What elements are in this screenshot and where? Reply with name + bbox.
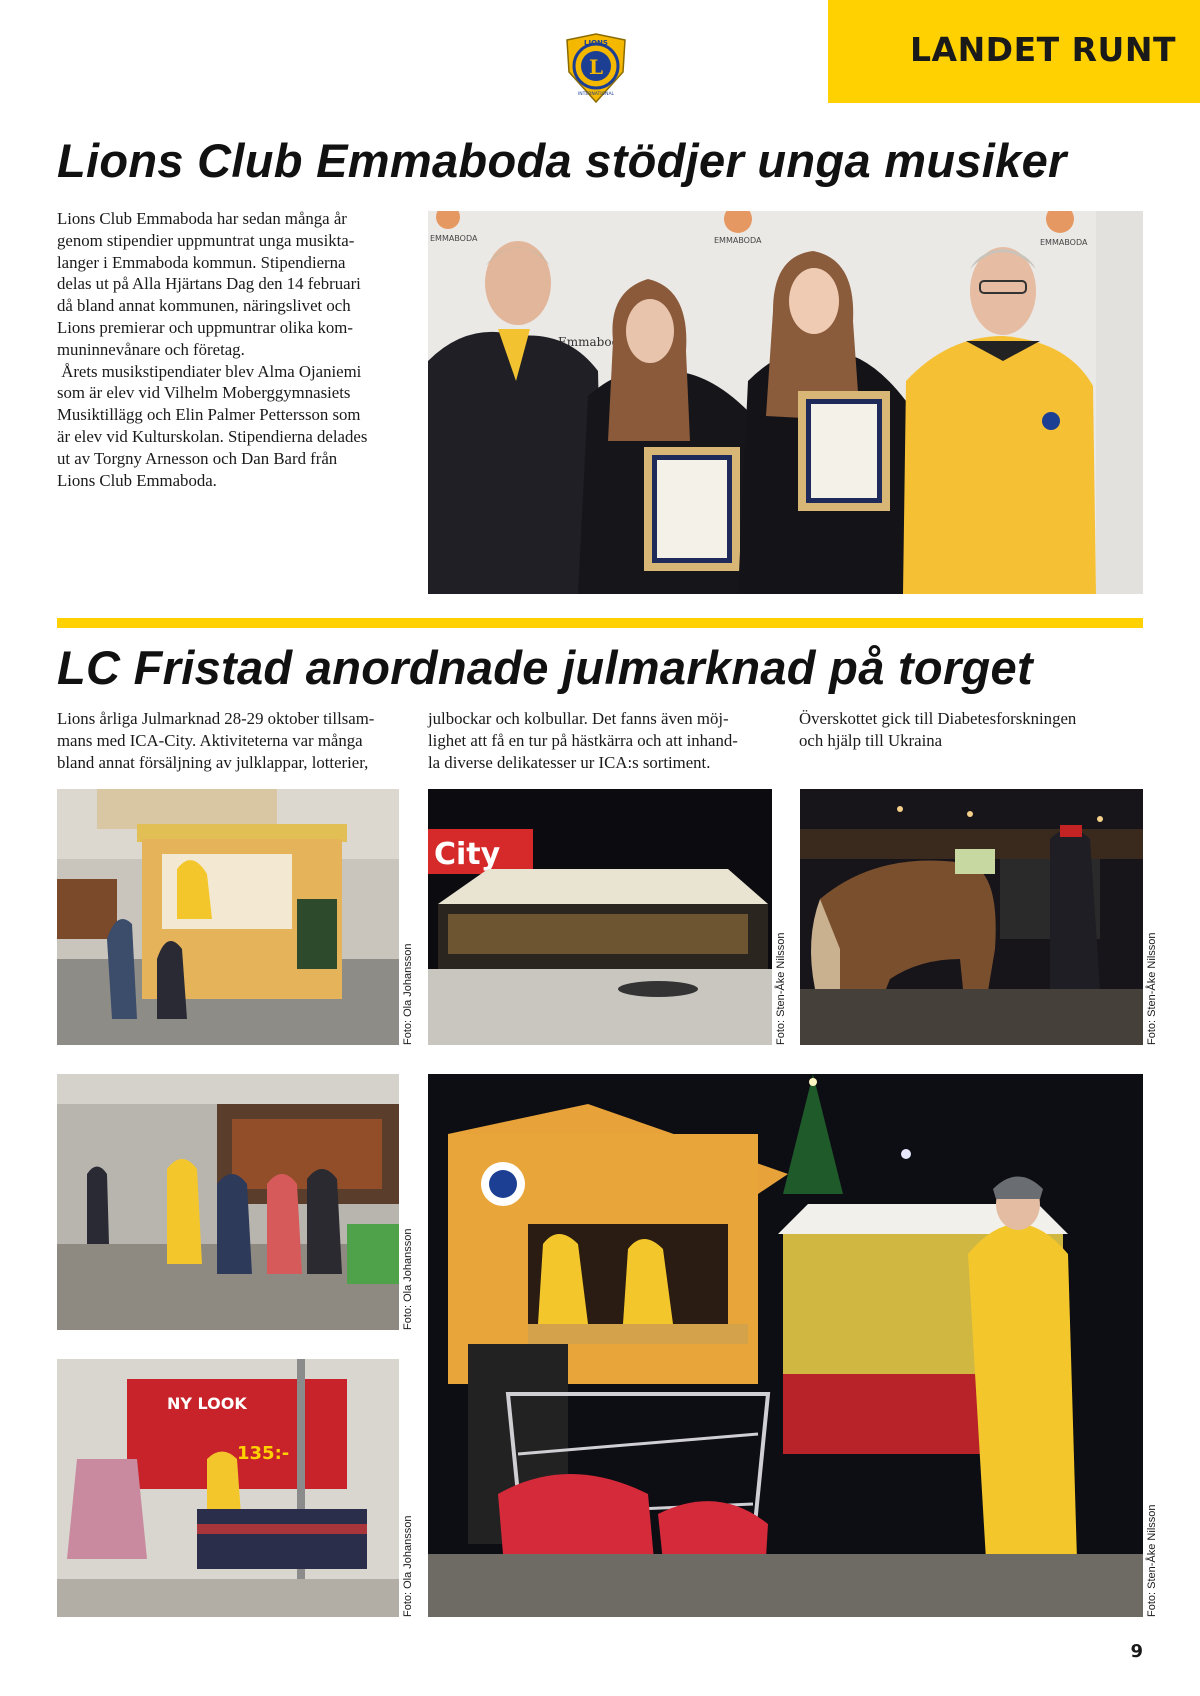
price-sign: 135:- <box>237 1443 290 1464</box>
article2-line: och hjälp till Ukraina <box>799 730 943 750</box>
photo-credit: Foto: Sten-Åke Nilsson <box>775 932 787 1045</box>
article1-line: delas ut på Alla Hjärtans Dag den 14 februari <box>57 274 361 294</box>
photo-credit: Foto: Sten-Åke Nilsson <box>1146 932 1158 1045</box>
article1-line: Lions premierar och uppmuntrar olika kom- <box>57 317 353 337</box>
article2-col1 <box>57 708 402 773</box>
lions-booth-night-photo <box>428 1074 1143 1617</box>
article2-line: lighet att få en tur på hästkärra och att inhand- <box>428 730 738 750</box>
logo-letter: L <box>588 55 604 79</box>
article1-line: genom stipendier uppmuntrat unga musikta- <box>57 230 355 250</box>
section-label: LANDET RUNT <box>910 30 1176 69</box>
article1-line: då bland annat kommunen, näringslivet och <box>57 296 351 316</box>
photo-credit: Foto: Ola Johansson <box>402 943 414 1045</box>
backdrop-text: Emmaboda <box>558 335 627 349</box>
shoppers-entrance-photo <box>57 1074 399 1330</box>
article1-line: ut av Torgny Arnesson och Dan Bard från <box>57 448 338 468</box>
section-divider <box>57 618 1143 628</box>
article1-line: Lions Club Emmaboda. <box>57 470 217 490</box>
backdrop-text: EMMABODA <box>1040 238 1088 247</box>
article2-line: mans med ICA-City. Aktiviteterna var många <box>57 730 363 750</box>
backdrop-text: EMMABODA <box>714 236 762 245</box>
city-sign: City <box>434 837 501 872</box>
article1-line: är elev vid Kulturskolan. Stipendierna delades <box>57 426 368 446</box>
article2-title: LC Fristad anordnade julmarknad på torget <box>57 641 1033 694</box>
article2-col3 <box>799 708 1144 752</box>
section-tab <box>828 0 1200 103</box>
horse-carriage-photo <box>800 789 1143 1045</box>
article2-line: Överskottet gick till Diabetesforskningen <box>799 709 1077 728</box>
article2-line: julbockar och kolbullar. Det fanns även möj- <box>428 709 729 728</box>
stipend-award-photo <box>428 211 1143 594</box>
article1-title: Lions Club Emmaboda stödjer unga musiker <box>57 134 1067 187</box>
lions-logo-icon <box>563 32 629 104</box>
article1-line: Årets musikstipendiater blev Alma Ojaniemi <box>57 361 362 381</box>
market-stall-photo <box>57 789 399 1045</box>
article1-body <box>57 208 397 491</box>
article2-line: Lions årliga Julmarknad 28-29 oktober tillsam- <box>57 709 375 728</box>
clothing-stand-photo <box>57 1359 399 1617</box>
article1-line: Lions Club Emmaboda har sedan många år <box>57 209 347 228</box>
photo-credit: Foto: Ola Johansson <box>402 1228 414 1330</box>
photo-credit: Foto: Sten-Åke Nilsson <box>1146 1504 1158 1617</box>
article2-line: la diverse delikatesser ur ICA:s sortiment. <box>428 752 711 772</box>
article2-line: bland annat försäljning av julklappar, lotterier, <box>57 752 369 772</box>
article1-line: muninnevånare och företag. <box>57 339 245 359</box>
article2-col2 <box>428 708 773 773</box>
ny-look-sign: NY LOOK <box>167 1394 247 1413</box>
logo-text-top: LIONS <box>584 39 608 47</box>
article1-line: langer i Emmaboda kommun. Stipendierna <box>57 252 346 272</box>
photo-credit: Foto: Ola Johansson <box>402 1515 414 1617</box>
logo-text-bottom: INTERNATIONAL <box>577 92 615 97</box>
night-tent-photo <box>428 789 772 1045</box>
backdrop-text: EMMABODA <box>430 234 478 243</box>
article1-line: som är elev vid Vilhelm Moberggymnasiets <box>57 383 351 403</box>
page-number: 9 <box>1130 1641 1143 1662</box>
article1-line: Musiktillägg och Elin Palmer Pettersson som <box>57 405 361 425</box>
